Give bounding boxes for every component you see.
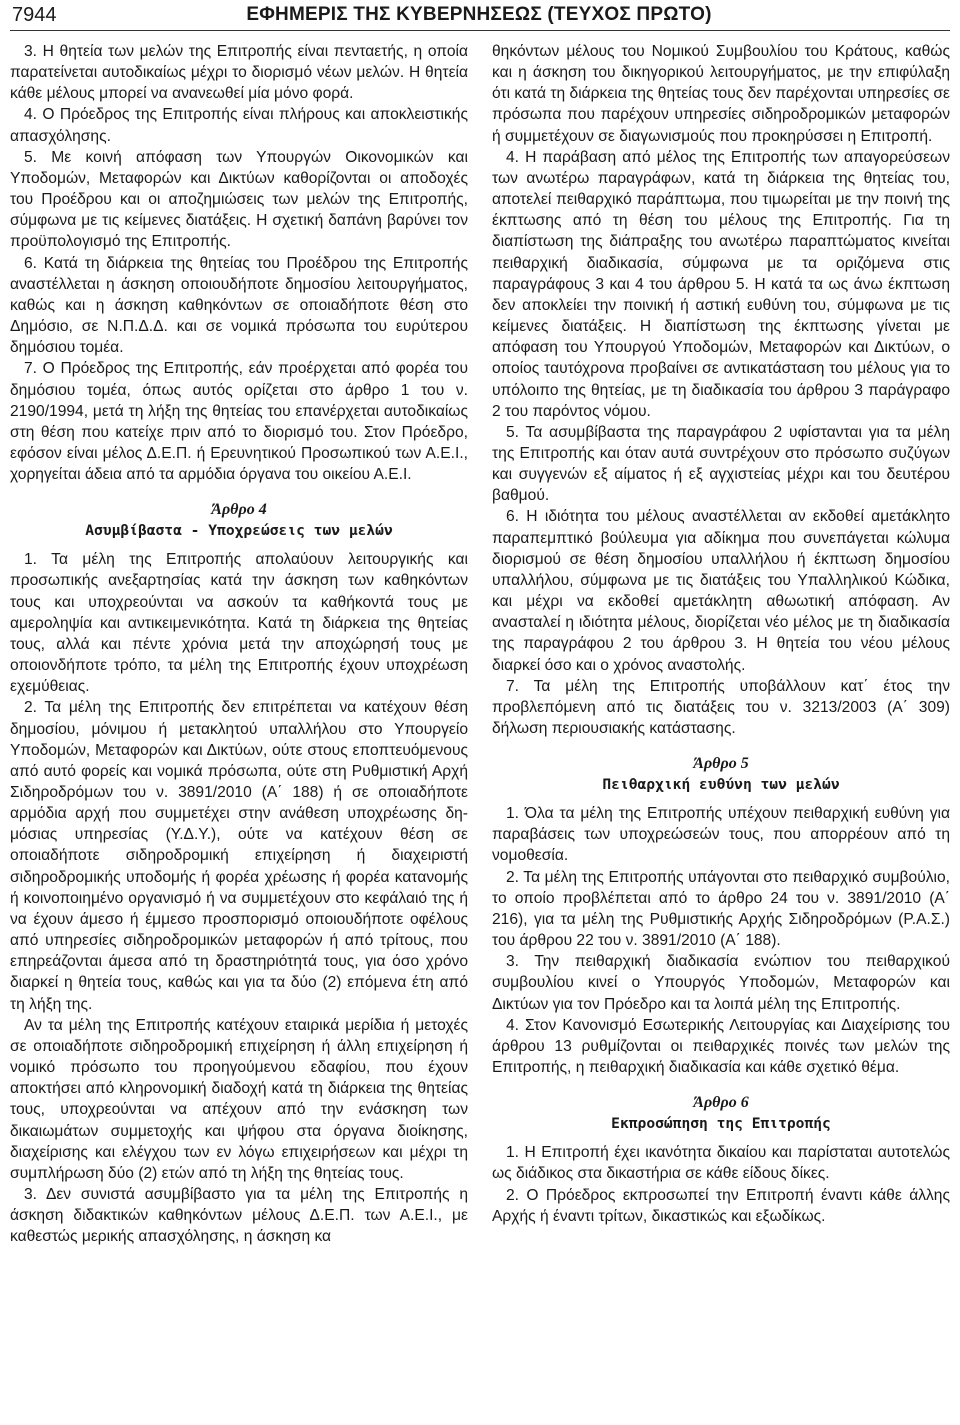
paragraph: 3. Η θητεία των μελών της Επιτροπής είναι πενταετής, η οποία παρατείνεται αυτοδικαίως μέχρι το διορισμό νέων μελών. Η θητεία κάθε μέλους μπορεί να ανανεωθεί μία μόνο φορά. [10,43,468,103]
paragraph: 2. Ο Πρόεδρος εκπροσωπεί την Επιτροπή έναντι κάθε άλλης Αρχής ή έναντι τρίτων, δικαστικώς και εξωδίκως. [492,1186,950,1225]
paragraph: 7. Τα μέλη της Επιτροπής υποβάλλουν κατ΄ έτος την προβλεπόμενη από τις διατάξεις του ν. 3213/2003 (Α΄ 309) δήλωση περιουσιακής κατάστασης. [492,677,950,737]
left-column [10,41,468,1247]
text-columns [10,41,950,1247]
paragraph: 6. Κατά τη διάρκεια της θητείας του Προέδρου της Επιτροπής αναστέλλεται η άσκηση οποιουδήποτε δημοσίου λειτουργήματος, καθώς και η άσκηση καθηκόντων σε οποιαδήποτε θέση στο Δημόσιο, σε Ν.Π.Δ.Δ. και σε νομικά πρόσωπα του ευρύτερου δημόσιου τομέα. [10,254,468,357]
paragraph: 2. Τα μέλη της Επιτροπής υπάγονται στο πειθαρχικό συμβούλιο, το οποίο προβλέπεται από το άρθρο 24 του ν. 3891/2010 (Α΄ 216), για τα μέλη της Ρυθμιστικής Αρχής Σιδηροδρόμων (Ρ.Α.Σ.) του άρθρου 22 του ν. 3891/2010 (Α΄ 188). [492,868,950,950]
paragraph: Αν τα μέλη της Επιτροπής κατέχουν εταιρικά μερίδια ή μετοχές σε οποιαδήποτε σιδηροδρομική επιχείρηση ή άλλη επιχείρηση ή νομικό πρόσωπο του προηγούμενου εδαφίου, που έχουν αποκτήσει από κληρονομική διαδοχή κατά τη διάρκεια της θητείας τους, υποχρεούνται να απέχουν από την ενάσκηση των δικαιωμάτων συμμετοχής και ψήφου στα όργανα διοίκησης, διαχείρισης και ελέγχου των εν λόγω επιχειρήσεων και μέχρι τη συμπλήρωση δύο (2) ετών από τη λήξη της θητείας τους. [10,1016,468,1182]
article-subtitle: Εκπροσώπηση της Επιτροπής [611,1115,831,1133]
paragraph: 5. Με κοινή απόφαση των Υπουργών Οικονομικών και Υποδομών, Μεταφορών και Δικτύων καθορίζονται οι αποδοχές του Προέδρου και οι αποζημιώσεις των μελών της Επιτροπής, σύμφωνα με τις κείμενες διατάξεις. Η σχετική δαπάνη βαρύνει τον προϋπολογισμό της Επιτροπής. [10,148,468,251]
paragraph: 3. Την πειθαρχική διαδικασία ενώπιον του πειθαρχικού συμβουλίου κινεί ο Υπουργός Υποδομών, Μεταφορών και Δικτύων για τον Πρόεδρο και τα λοιπά μέλη της Επιτροπής. [492,953,950,1013]
paragraph: 5. Τα ασυμβίβαστα της παραγράφου 2 υφίστανται για τα μέλη της Επιτροπής και όταν αυτά συντρέχουν στο πρόσωπο συζύγων και συγγενών εξ αίματος ή εξ αγχιστείας μέχρι και του δευτέρου βαθμού. [492,423,950,505]
article-4-heading [10,499,468,541]
article-title: Άρθρο 5 [693,755,749,773]
page-header [10,0,950,31]
journal-title: ΕΦΗΜΕΡΙΣ ΤΗΣ ΚΥΒΕΡΝΗΣΕΩΣ (ΤΕΥΧΟΣ ΠΡΩΤΟ) [246,4,712,25]
article-title: Άρθρο 4 [211,501,267,519]
paragraph: 4. Η παράβαση από μέλος της Επιτροπής των απαγορεύσεων των ανωτέρω παραγράφων, κατά τη διάρκεια της θητείας του, αποτελεί πειθαρχικό παράπτωμα, που τιμωρείται με την ποινή της έκπτωσης από τη θέση του μέλους της Επιτροπής. Για τη διαπίστωση της διάπραξης του ανωτέρω παραπτώματος κινείται πειθαρχική διαδικασία, σύμφωνα με τα οριζόμενα στις παραγράφους 3 και 4 του άρθρου 5. Η κατά τα ως άνω έκπτωση δεν αποκλείει την ποινική ή αστική ευθύνη του, σύμφωνα με τις κείμενες διατάξεις. Η διαπίστωση της έκπτωσης γίνεται με απόφαση του Υπουργού Υποδομών, Μεταφορών και Δικτύων, ο οποίος ταυτόχρονα προβαίνει σε αντικατάσταση του μέλους για το υπόλοιπο της θητείας, με τη διαδικασία του άρθρου 3 παράγραφο 2 του παρόντος νόμου. [492,148,950,420]
paragraph: 2. Τα μέλη της Επιτροπής δεν επιτρέπεται να κατέχουν θέση δημοσίου, μόνιμου ή μετακλητού υπαλλήλου στο Υπουργείο Υποδομών, Μεταφορών και Δικτύων, ούτε στους εποπτευόμενους από αυτό φορείς και νομικά πρόσωπα, ούτε στη Ρυθμιστική Αρχή Σιδηροδρόμων του ν. 3891/2010 (Α΄ 188) ή σε οποιαδήποτε αρμόδια αρχή που συμμετέχει στην ανάθεση υποχρέωσης δημόσιας υπηρεσίας (Υ.Δ.Υ.), ούτε να κατέχουν θέση σε οποιαδήποτε σιδηροδρομική επιχείρηση ή διαχειριστή σιδηροδρομικής υποδομής ή φορέα χρέωσης ή φορέα κατανομής ή κοινοποιημένο οργανισμό ή να συμμετέχουν στο κεφάλαιό της ή να έχουν άμεσο ή έμμεσο προσπορισμό οποιουδήποτε οφέλους από υπηρεσίες σιδηροδρομικών μεταφορών ή από τρίτους, που επηρεάζονται άμεσα από τη δραστηριότητά τους, για όσο χρόνο διαρκεί η θητεία τους, καθώς και για τα δύο (2) επόμενα έτη από τη λήξη της. [10,699,468,1013]
right-column [492,41,950,1247]
article-subtitle: Ασυμβίβαστα - Υποχρεώσεις των μελών [85,522,393,540]
paragraph: 4. Ο Πρόεδρος της Επιτροπής είναι πλήρους και αποκλειστικής απασχόλησης. [10,106,468,145]
paragraph: 1. Όλα τα μέλη της Επιτροπής υπέχουν πειθαρχική ευθύνη για παραβάσεις των υποχρεώσεών τους, που απορρέουν από τη νομοθεσία. [492,805,950,865]
article-5-heading [492,753,950,795]
page-number: 7944 [12,3,57,26]
paragraph: θηκόντων μέλους του Νομικού Συμβουλίου του Κράτους, καθώς και η άσκηση του δικηγορικού λειτουργήματος, με την επιφύλαξη ότι κατά τη διάρκεια της θητείας τους δεν παρέχονται υπηρεσίες σε πρόσωπα που παρέχουν υπηρεσίες σιδηροδρομικών μεταφορών ή συμμετέχουν σε διαγωνισμούς που προκηρύσσει η Επιτροπή. [492,43,950,145]
paragraph: 3. Δεν συνιστά ασυμβίβαστο για τα μέλη της Επιτροπής η άσκηση διδακτικών καθηκόντων μέλους Δ.Ε.Π. των Α.Ε.Ι., με καθεστώς μερικής απασχόλησης, η άσκηση κα [10,1185,468,1246]
article-subtitle: Πειθαρχική ευθύνη των μελών [602,776,840,794]
paragraph: 4. Στον Κανονισμό Εσωτερικής Λειτουργίας και Διαχείρισης του άρθρου 13 ρυθμίζονται οι πειθαρχικές ποινές των μελών της Επιτροπής, η πειθαρχική διαδικασία και κάθε σχετικό θέμα. [492,1016,950,1077]
paragraph: 7. Ο Πρόεδρος της Επιτροπής, εάν προέρχεται από φορέα του δημόσιου τομέα, όπως αυτός ορίζεται στο άρθρο 1 του ν. 2190/1994, μετά τη λήξη της θητείας του επανέρχεται αυτοδικαίως στη θέση που κατείχε πριν από το διορισμό του. Στον Πρόεδρο, εφόσον είναι μέλος Δ.Ε.Π. ή Ερευνητικού Προσωπικού των Α.Ε.Ι., χορηγείται άδεια από τα αρμόδια όργανα του οικείου Α.Ε.Ι. [10,360,468,484]
paragraph: 1. Η Επιτροπή έχει ικανότητα δικαίου και παρίσταται αυτοτελώς ως διάδικος στα δικαστήρια σε κάθε είδους δίκες. [492,1144,950,1183]
article-title: Άρθρο 6 [693,1094,749,1112]
article-6-heading [492,1092,950,1134]
paragraph: 1. Τα μέλη της Επιτροπής απολαύουν λειτουργικής και προσωπικής ανεξαρτησίας κατά την άσκηση των καθηκόντων τους και υποχρεούνται να ασκούν τα καθήκοντά τους με αμεροληψία και αντικειμενικότητα. Κατά τη διάρκεια της θητείας τους, αλλά και πέντε χρόνια μετά την αποχώρησή τους με οποιονδήποτε τρόπο, τα μέλη της Επιτροπής έχουν υποχρέωση εχεμύθειας. [10,551,468,696]
paragraph: 6. Η ιδιότητα του μέλους αναστέλλεται αν εκδοθεί αμετάκλητο παραπεμπτικό βούλευμα για αδίκημα που συνεπάγεται κώλυμα διορισμού σε θέση δημοσίου υπαλλήλου ή έκπτωση δημοσίου υπαλλήλου, σύμφωνα με τις διατάξεις του Υπαλληλικού Κώδικα, και μέχρι να εκδοθεί αμετάκλητη αθωωτική απόφαση. Αν ανασταλεί η ιδιότητα μέλους, διορίζεται νέο μέλος με τη διαδικασία της παραγράφου 2 του άρθρου 3. Η θητεία του νέου μέλους διαρκεί όσο και ο χρόνος αναστολής. [492,508,950,674]
